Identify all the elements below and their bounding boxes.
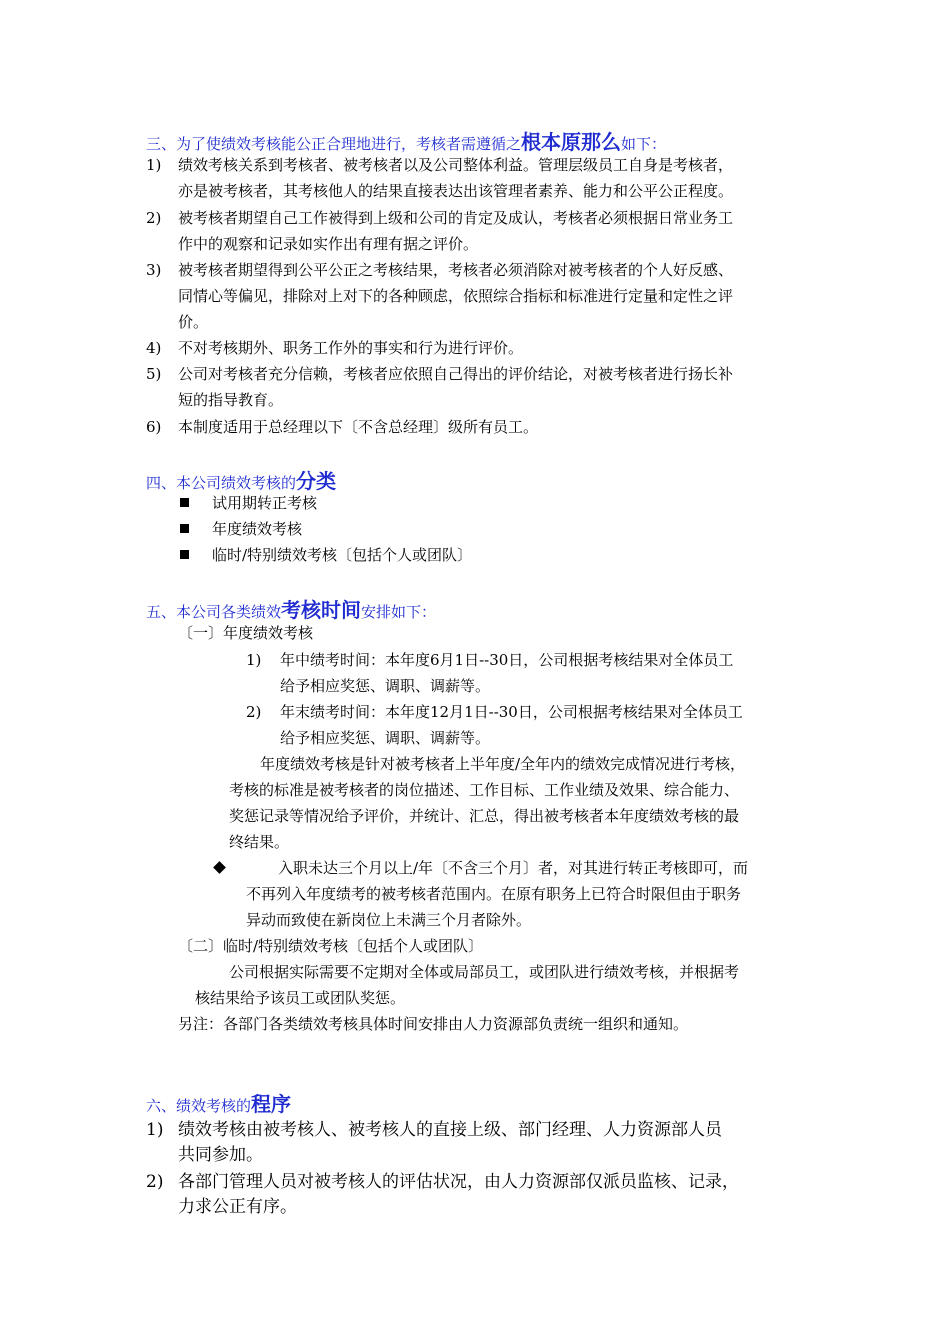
list-item-number: 6) (146, 418, 162, 436)
heading-prefix: 六、绩效考核的 (146, 1097, 252, 1115)
list-item-text: 作中的观察和记录如实作出有理有据之评价。 (178, 235, 479, 253)
list-item-number: 2) (146, 1172, 164, 1192)
list-item-text: 共同参加。 (178, 1145, 263, 1165)
list-item-number: 1) (246, 651, 262, 669)
list-item-number: 2) (146, 209, 162, 227)
list-item-text: 给予相应奖惩、调职、调薪等。 (280, 729, 491, 747)
list-item-text: 力求公正有序。 (178, 1197, 297, 1217)
paragraph-line: 奖惩记录等情况给予评价，并统计、汇总，得出被考核者本年度绩效考核的最 (229, 807, 740, 825)
list-item-text: 绩效考核关系到考核者、被考核者以及公司整体利益。管理层级员工自身是考核者， (178, 156, 734, 174)
list-item-text: 年度绩效考核 (212, 520, 303, 538)
square-bullet-icon (180, 550, 189, 559)
diamond-bullet-icon (213, 861, 226, 874)
paragraph-line: 终结果。 (229, 833, 290, 851)
list-item-text: 公司对考核者充分信赖，考核者应依照自己得出的评价结论，对被考核者进行扬长补 (178, 365, 734, 383)
list-item-text: 给予相应奖惩、调职、调薪等。 (280, 677, 491, 695)
list-item-number: 4) (146, 339, 162, 357)
list-item-number: 1) (146, 156, 162, 174)
list-item-text: 临时/特别绩效考核〔包括个人或团队〕 (212, 546, 473, 564)
list-item-text: 价。 (178, 313, 209, 331)
list-item-text: 年中绩考时间：本年度6月1日--30日，公司根据考核结果对全体员工 (280, 651, 734, 669)
section-6-heading (146, 1092, 291, 1116)
list-item-text: 本制度适用于总经理以下〔不含总经理〕级所有员工。 (178, 418, 539, 436)
list-item-number: 2) (246, 703, 262, 721)
list-item-text: 试用期转正考核 (212, 494, 318, 512)
list-item-text: 短的指导教育。 (178, 391, 284, 409)
list-item-text: 被考核者期望得到公平公正之考核结果，考核者必须消除对被考核者的个人好反感、 (178, 261, 734, 279)
subsection-title: 〔一〕年度绩效考核 (178, 624, 314, 642)
list-item-text: 各部门管理人员对被考核人的评估状况，由人力资源部仅派员监核、记录， (178, 1172, 739, 1192)
note-line: 入职未达三个月以上/年〔不含三个月〕者，对其进行转正考核即可，而 (278, 859, 749, 877)
heading-keyword: 考核时间 (281, 598, 362, 622)
list-item-text: 亦是被考核者，其考核他人的结果直接表达出该管理者素养、能力和公平公正程度。 (178, 182, 734, 200)
section-5-heading (146, 598, 436, 622)
square-bullet-icon (180, 498, 189, 507)
list-item-text: 不对考核期外、职务工作外的事实和行为进行评价。 (178, 339, 524, 357)
remark-text: 另注：各部门各类绩效考核具体时间安排由人力资源部负责统一组织和通知。 (178, 1015, 689, 1033)
paragraph-line: 年度绩效考核是针对被考核者上半年度/全年内的绩效完成情况进行考核， (260, 755, 746, 773)
heading-suffix: 如下： (621, 135, 667, 153)
list-item-number: 5) (146, 365, 162, 383)
section-3-heading (146, 130, 666, 154)
list-item-text: 绩效考核由被考核人、被考核人的直接上级、部门经理、人力资源部人员 (178, 1120, 722, 1140)
heading-prefix: 三、为了使绩效考核能公正合理地进行，考核者需遵循之 (146, 135, 522, 153)
paragraph-line: 考核的标准是被考核者的岗位描述、工作目标、工作业绩及效果、综合能力、 (229, 781, 740, 799)
heading-prefix: 五、本公司各类绩效 (146, 603, 282, 621)
section-4-heading (146, 469, 336, 493)
heading-keyword: 程序 (251, 1092, 292, 1116)
list-item-number: 3) (146, 261, 162, 279)
heading-prefix: 四、本公司绩效考核的 (146, 474, 297, 492)
paragraph-line: 核结果给予该员工或团队奖惩。 (195, 989, 406, 1007)
list-item-number: 1) (146, 1120, 164, 1140)
list-item-text: 被考核者期望自己工作被得到上级和公司的肯定及成认，考核者必须根据日常业务工 (178, 209, 734, 227)
note-line: 异动而致使在新岗位上未满三个月者除外。 (246, 911, 532, 929)
paragraph-line: 公司根据实际需要不定期对全体或局部员工，或团队进行绩效考核，并根据考 (229, 963, 740, 981)
subsection-title: 〔二〕临时/特别绩效考核〔包括个人或团队〕 (178, 937, 484, 955)
heading-suffix: 安排如下： (361, 603, 437, 621)
heading-keyword: 分类 (296, 469, 337, 493)
list-item-text: 同情心等偏见，排除对上对下的各种顾虑，依照综合指标和标准进行定量和定性之评 (178, 287, 734, 305)
square-bullet-icon (180, 524, 189, 533)
list-item-text: 年末绩考时间：本年度12月1日--30日，公司根据考核结果对全体员工 (280, 703, 743, 721)
heading-keyword: 根本原那么 (521, 130, 622, 154)
note-line: 不再列入年度绩考的被考核者范围内。在原有职务上已符合时限但由于职务 (246, 885, 742, 903)
